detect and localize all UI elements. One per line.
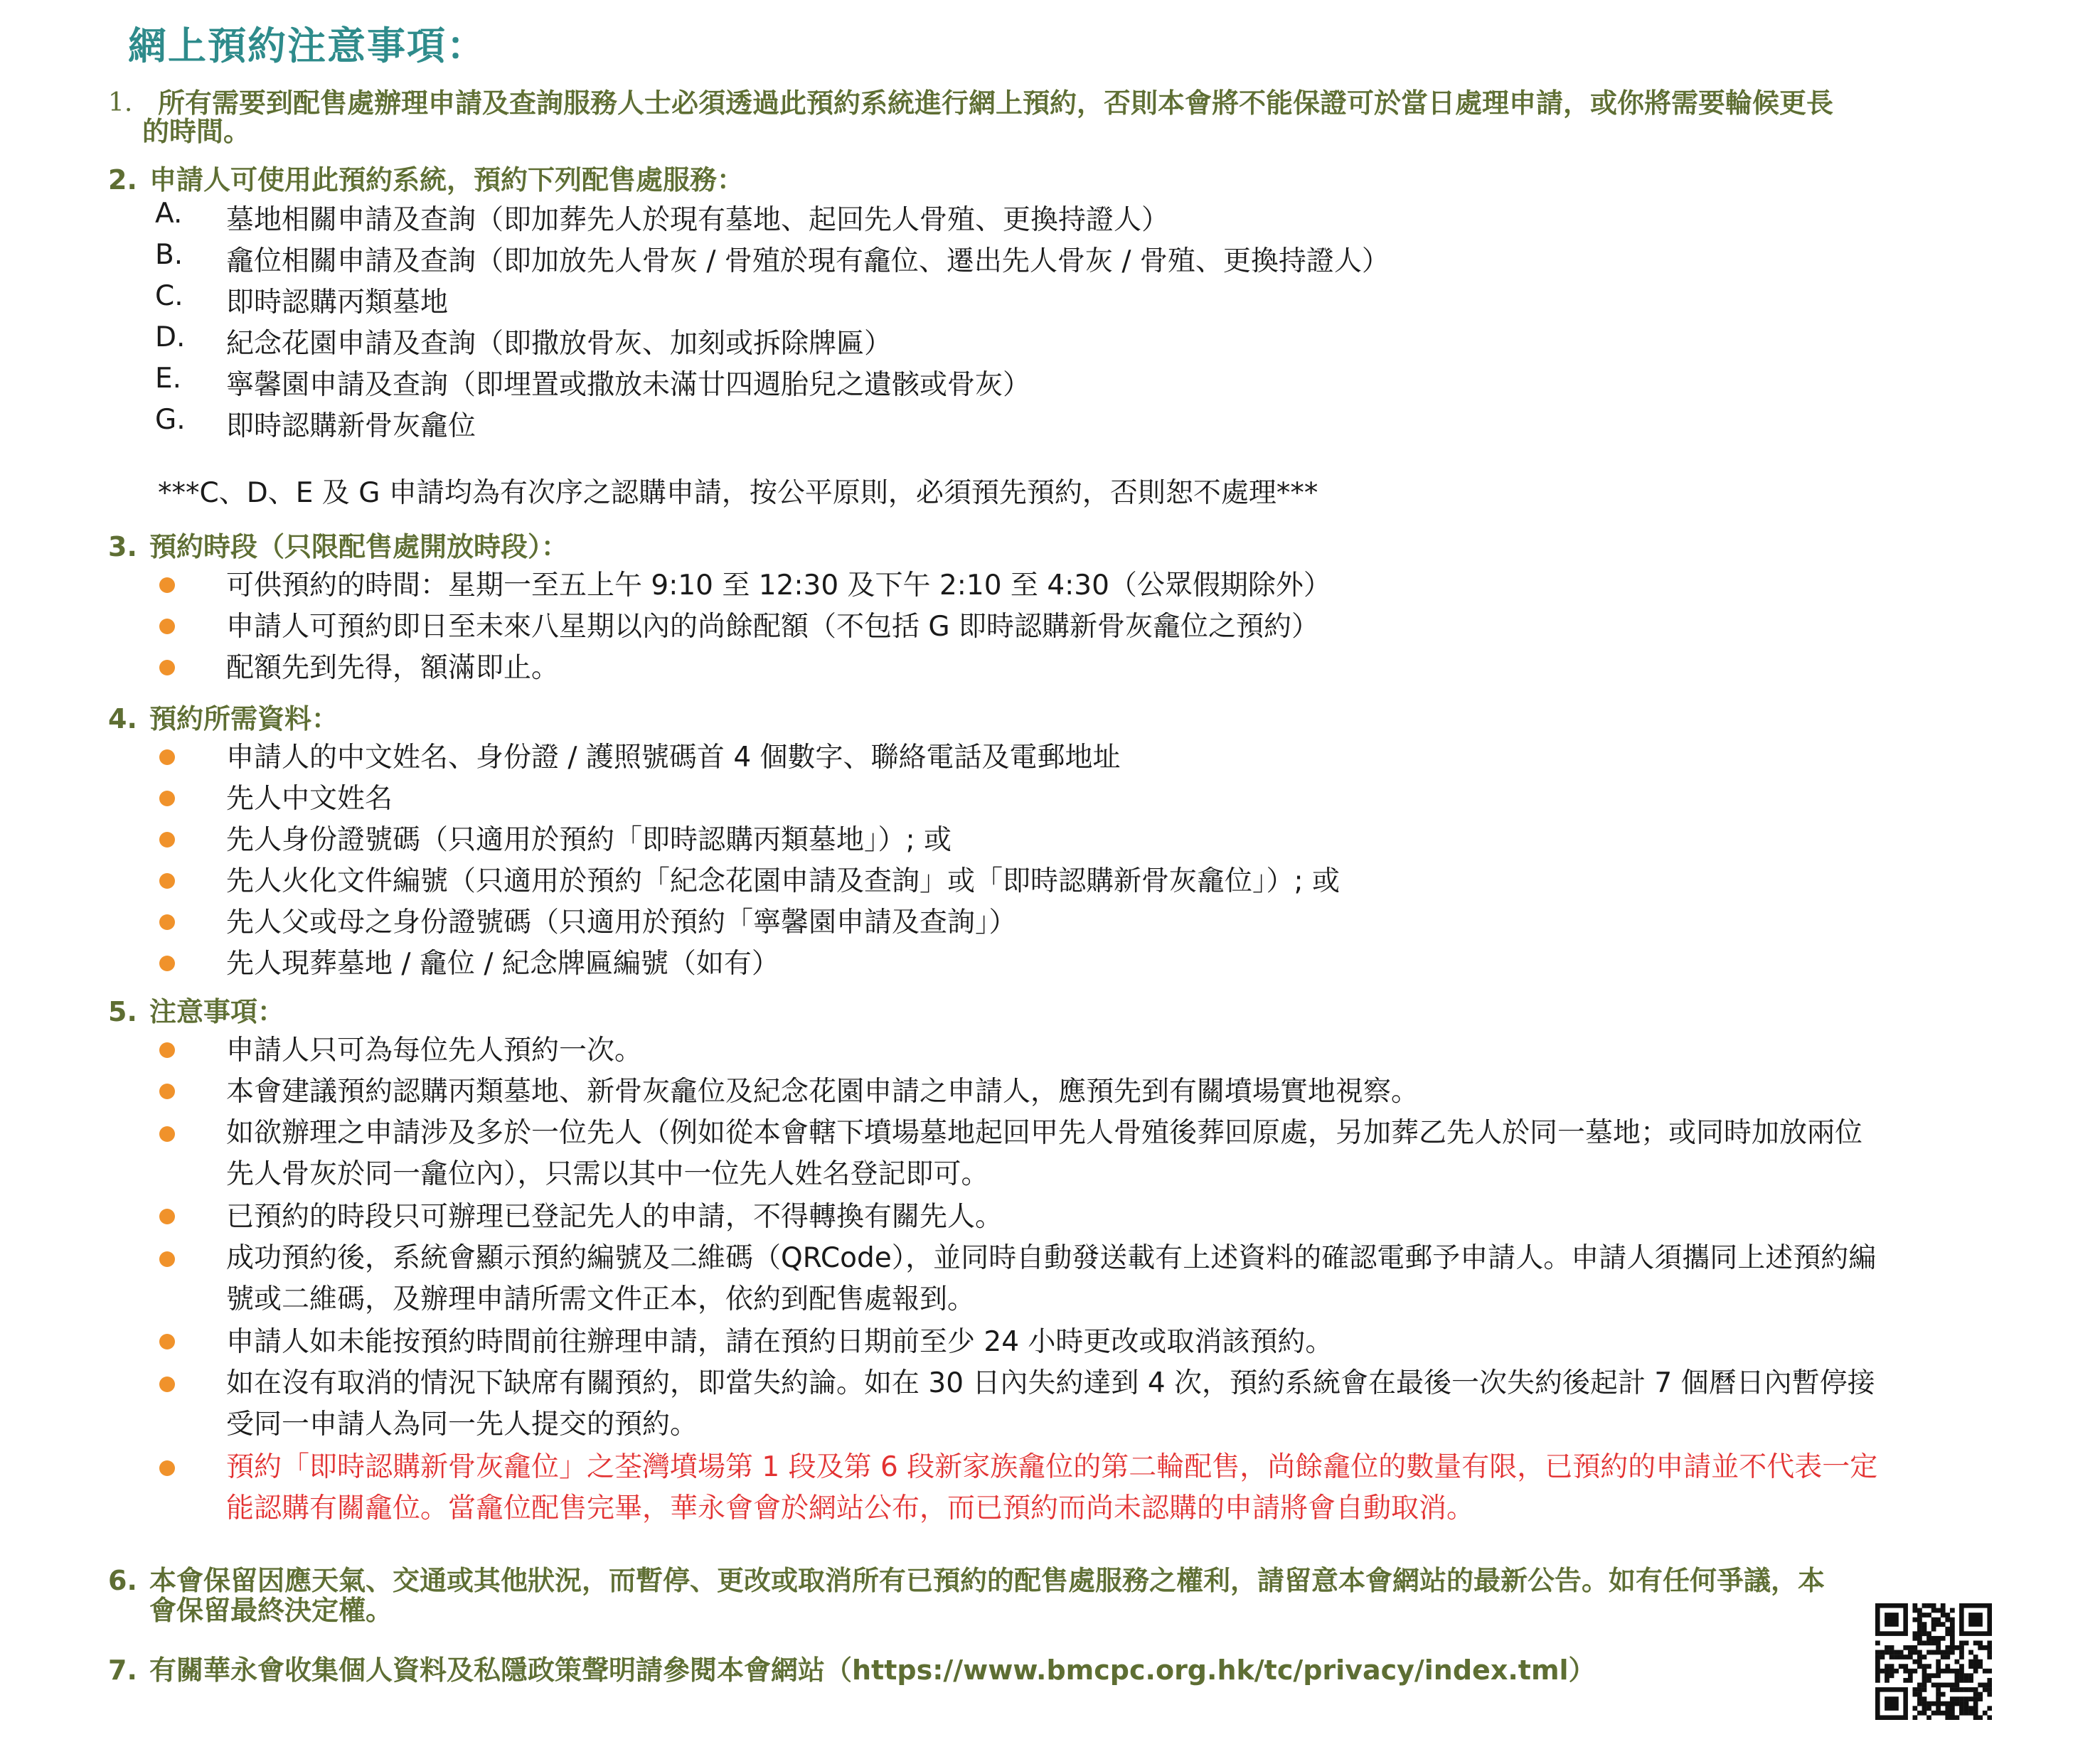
- service-text: 墓地相關申請及查詢（即加葬先人於現有墓地、起回先人骨殖、更換持證人）: [226, 204, 1170, 236]
- bullet-dot: [159, 1377, 175, 1392]
- bullet-dot: [159, 1251, 175, 1267]
- item4-bullet-4: 先人火化文件編號（只適用於預約「紀念花園申請及查詢」或「即時認購新骨灰龕位」）; 或: [226, 865, 1341, 897]
- service-text: 寧馨園申請及查詢（即埋置或撒放未滿廿四週胎兒之遺骸或骨灰）: [226, 369, 1031, 401]
- bullet-dot: [159, 1334, 175, 1349]
- bullet-dot: [159, 1209, 175, 1224]
- service-letter: G.: [155, 404, 186, 436]
- item5-bullet-4: 已預約的時段只可辦理已登記先人的申請，不得轉換有關先人。: [226, 1201, 1003, 1233]
- item1-line1: 所有需要到配售處辦理申請及查詢服務人士必須透過此預約系統進行網上預約，否則本會將不能保證可於當日處理申請，或你將需要輪候更長: [158, 87, 1834, 119]
- item3-heading-text: 預約時段（只限配售處開放時段）：: [149, 531, 569, 562]
- item5-number: 5.: [108, 996, 137, 1027]
- item4-heading: [108, 697, 339, 736]
- item5-bullet-8-line2: 能認購有關龕位。當龕位配售完畢，華永會會於網站公布，而已預約而尚未認購的申請將會自動取消。: [226, 1492, 1475, 1524]
- bullet-dot: [159, 619, 175, 634]
- service-text: 紀念花園申請及查詢（即撒放骨灰、加刻或拆除牌匾）: [226, 328, 892, 360]
- item5-bullet-6: 申請人如未能按預約時間前往辦理申請，請在預約日期前至少 24 小時更改或取消該預約。: [226, 1326, 1333, 1358]
- item5-bullet-7-line1: 如在沒有取消的情況下缺席有關預約，即當失約論。如在 30 日內失約達到 4 次，預約系統會在最後一次失約後起計 7 個曆日內暫停接: [226, 1367, 1875, 1399]
- bullet-dot: [159, 1042, 175, 1058]
- bullet-dot: [159, 749, 175, 765]
- order-note: ***C、D、E 及 G 申請均為有次序之認購申請，按公平原則，必須預先預約，否則恕不處理***: [158, 477, 1318, 509]
- bullet-dot: [159, 832, 175, 848]
- service-letter: E.: [155, 363, 182, 395]
- bullet-dot: [159, 577, 175, 593]
- bullet-dot: [159, 914, 175, 930]
- item7-number: 7.: [108, 1655, 137, 1686]
- privacy-link-text[interactable]: 有關華永會收集個人資料及私隱政策聲明請參閱本會網站（https://www.bmcpc.org.hk/tc/privacy/index.tml）: [149, 1655, 1596, 1686]
- item2-heading-text: 申請人可使用此預約系統，預約下列配售處服務：: [149, 164, 745, 196]
- item4-bullet-2: 先人中文姓名: [226, 783, 393, 815]
- service-text: 即時認購丙類墓地: [226, 287, 449, 319]
- item1-line2: 的時間。: [142, 116, 251, 147]
- item1-number: 1.: [108, 88, 133, 117]
- item5-bullet-5-line1: 成功預約後，系統會顯示預約編號及二維碼（QRCode），並同時自動發送載有上述資料的確認電郵予申請人。申請人須攜同上述預約編: [226, 1242, 1877, 1274]
- service-text: 即時認購新骨灰龕位: [226, 410, 476, 442]
- item5-heading-text: 注意事項：: [149, 996, 285, 1027]
- item5-bullet-1: 申請人只可為每位先人預約一次。: [226, 1035, 643, 1067]
- item3-bullet-3: 配額先到先得，額滿即止。: [226, 652, 560, 684]
- item5-bullet-8-line1: 預約「即時認購新骨灰龕位」之荃灣墳場第 1 段及第 6 段新家族龕位的第二輪配售，尚餘龕位的數量有限，已預約的申請並不代表一定: [226, 1451, 1878, 1483]
- bullet-dot: [159, 791, 175, 806]
- item5-bullet-2: 本會建議預約認購丙類墓地、新骨灰龕位及紀念花園申請之申請人，應預先到有關墳場實地視察。: [226, 1076, 1419, 1108]
- service-letter: D.: [155, 321, 186, 353]
- item4-bullet-1: 申請人的中文姓名、身份證 / 護照號碼首 4 個數字、聯絡電話及電郵地址: [226, 742, 1121, 774]
- item5-bullet-7-line2: 受同一申請人為同一先人提交的預約。: [226, 1408, 698, 1440]
- item4-heading-text: 預約所需資料：: [149, 703, 339, 734]
- item7-heading: [108, 1648, 1596, 1687]
- item5-bullet-5-line2: 號或二維碼，及辦理申請所需文件正本，依約到配售處報到。: [226, 1283, 976, 1315]
- bullet-dot: [159, 660, 175, 675]
- item2-number: 2.: [108, 164, 137, 196]
- service-letter: A.: [155, 198, 183, 230]
- bullet-dot: [159, 873, 175, 889]
- item2-heading: [108, 158, 744, 197]
- service-letter: C.: [155, 280, 183, 312]
- item4-bullet-5: 先人父或母之身份證號碼（只適用於預約「寧馨園申請及查詢」）: [226, 907, 1017, 939]
- service-text: 龕位相關申請及查詢（即加放先人骨灰 / 骨殖於現有龕位、遷出先人骨灰 / 骨殖、更換持證人）: [226, 245, 1390, 277]
- bullet-dot: [159, 1084, 175, 1099]
- item6-number: 6.: [108, 1565, 137, 1596]
- qr-code-icon: [1875, 1603, 1992, 1720]
- item5-heading: [108, 990, 284, 1029]
- item4-number: 4.: [108, 703, 137, 734]
- item4-bullet-6: 先人現葬墓地 / 龕位 / 紀念牌匾編號（如有）: [226, 948, 779, 980]
- bullet-dot: [159, 956, 175, 971]
- item6-line2: 會保留最終決定權。: [149, 1595, 393, 1626]
- bullet-dot: [159, 1126, 175, 1142]
- item3-heading: [108, 525, 568, 564]
- service-letter: B.: [155, 239, 183, 271]
- bullet-dot: [159, 1460, 175, 1476]
- item3-bullet-2: 申請人可預約即日至未來八星期以內的尚餘配額（不包括 G 即時認購新骨灰龕位之預約）: [226, 611, 1320, 643]
- item5-bullet-3-line2: 先人骨灰於同一龕位內），只需以其中一位先人姓名登記即可。: [226, 1158, 989, 1190]
- item3-number: 3.: [108, 531, 137, 562]
- item6-line1: 本會保留因應天氣、交通或其他狀況，而暫停、更改或取消所有已預約的配售處服務之權利，請留意本會網站的最新公告。如有任何爭議，本: [149, 1565, 1825, 1596]
- page-title: 網上預約注意事項：: [128, 23, 486, 68]
- item3-bullet-1: 可供預約的時間：星期一至五上午 9:10 至 12:30 及下午 2:10 至 4:30（公眾假期除外）: [226, 570, 1331, 602]
- item4-bullet-3: 先人身份證號碼（只適用於預約「即時認購丙類墓地」）; 或: [226, 824, 952, 856]
- item5-bullet-3-line1: 如欲辦理之申請涉及多於一位先人（例如從本會轄下墳場墓地起回甲先人骨殖後葬回原處，另加葬乙先人於同一墓地；或同時加放兩位: [226, 1117, 1863, 1149]
